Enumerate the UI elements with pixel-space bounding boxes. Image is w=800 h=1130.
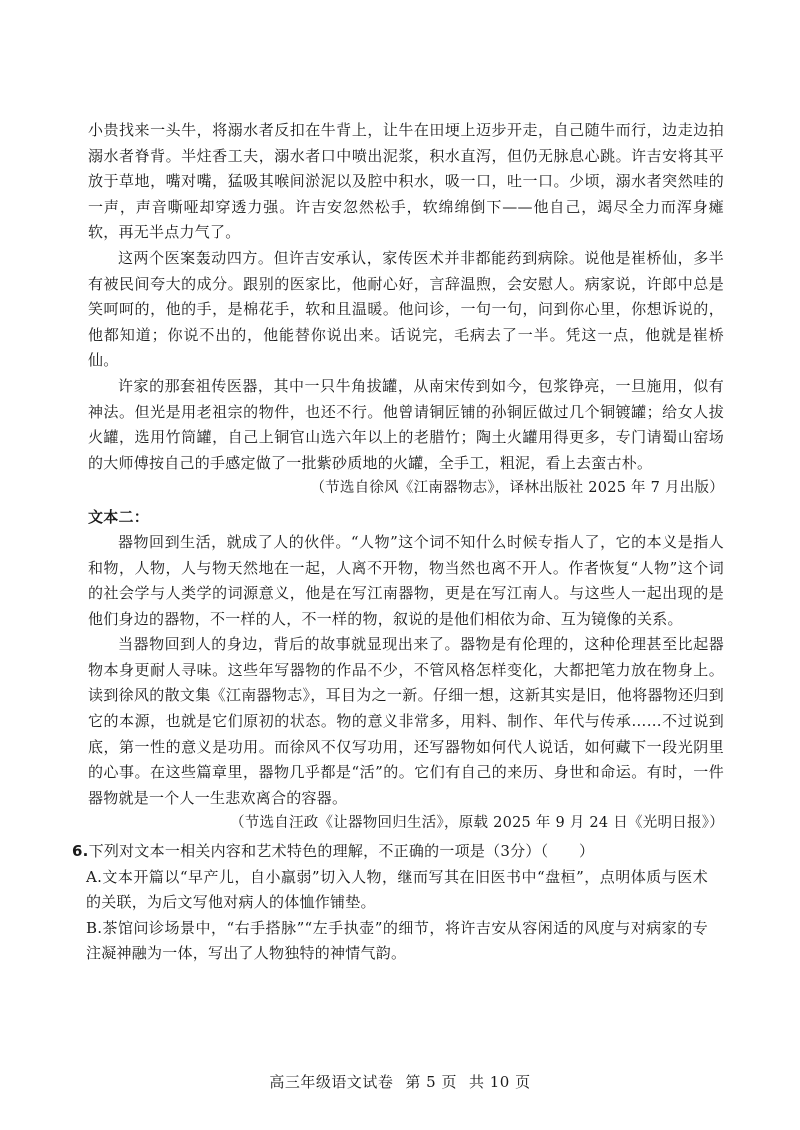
- question-number: 6.: [72, 842, 89, 861]
- option-b: [72, 916, 708, 967]
- text2-paragraph-1: 器物回到生活，就成了人的伙伴。“人物”这个词不知什么时候专指人了，它的本义是指人和物，人物，人与物天然地在一起，人离不开物，物当然也离不开人。作者恢复“人物”这个词的社会学与人类学的词源意义，他是在写江南器物，更是在写江南人。与这些人一起出现的是他们身边的器物，不一样的人，不一样的物，叙说的是他们相依为命、互为镜像的关系。: [88, 532, 724, 628]
- footer-page-number: 第 5 页: [405, 1073, 457, 1091]
- question-6: [72, 839, 708, 967]
- question-stem-text: 下列对文本一相关内容和艺术特色的理解，不正确的一项是（3分）（ ）: [88, 842, 595, 861]
- text2-heading: 文本二：: [88, 507, 150, 526]
- page-footer: [0, 1071, 800, 1092]
- text1-paragraph-2: 这两个医案轰动四方。但许吉安承认，家传医术并非都能药到病除。说他是崔桥仙，多半有被民间夸大的成分。跟别的医家比，他耐心好，言辞温煦，会安慰人。病家说，许郎中总是笑呵呵的，他的手，是棉花手，软和且温暖。他问诊，一句一句，问到你心里，你想诉说的，他都知道；你说不出的，他能替你说出来。话说完，毛病去了一半。凭这一点，他就是崔桥仙。: [88, 248, 724, 370]
- text2-paragraph-2: 当器物回到人的身边，背后的故事就显现出来了。器物是有伦理的，这种伦理甚至比起器物本身更耐人寻味。这些年写器物的作品不少，不管风格怎样变化，大都把笔力放在物身上。读到徐风的散文集《江南器物志》，耳目为之一新。仔细一想，这新其实是旧，他将器物还归到它的本源，也就是它们原初的状态。物的意义非常多，用料、制作、年代与传承……不过说到底，第一性的意义是功用。而徐风不仅写功用，还写器物如何代人说话，如何藏下一段光阴里的心事。在这些篇章里，器物几乎都是“活”的。它们有自己的来历、身世和命运。有时，一件器物就是一个人一生悲欢离合的容器。: [88, 635, 724, 807]
- text1-source: （节选自徐风《江南器物志》，译林出版社 2025 年 7 月出版）: [310, 480, 724, 497]
- option-a-text: 文本开篇以“早产儿，自小羸弱”切入人物，继而写其在旧医书中“盘桓”，点明体质与医术的关联，为后文写他对病人的体恤作铺垫。: [86, 867, 708, 912]
- option-a: [72, 865, 708, 916]
- option-b-label: B.: [86, 918, 103, 937]
- text2-source: （节选自汪政《让器物回归生活》，原载 2025 年 9 月 24 日《光明日报》）: [230, 815, 724, 832]
- option-a-label: A.: [86, 867, 103, 886]
- text1-paragraph-1: 小贵找来一头牛，将溺水者反扣在牛背上，让牛在田埂上迈步开走，自己随牛而行，边走边拍溺水者脊背。半炷香工夫，溺水者口中喷出泥浆，积水直泻，但仍无脉息心跳。许吉安将其平放于草地，嘴对嘴，猛吸其喉间淤泥以及腔中积水，吸一口，吐一口。少顷，溺水者突然哇的一声，声音嘶哑却穿透力强。许吉安忽然松手，软绵绵倒下——他自己，竭尽全力而浑身瘫软，再无半点力气了。: [88, 121, 724, 242]
- option-b-text: 茶馆问诊场景中，“右手搭脉”“左手执壶”的细节，将许吉安从容闲适的风度与对病家的专注凝神融为一体，写出了人物独特的神情气韵。: [86, 918, 708, 963]
- footer-exam-title: 高三年级语文试卷: [269, 1073, 394, 1091]
- text1-paragraph-3: 许家的那套祖传医器，其中一只牛角拔罐，从南宋传到如今，包浆铮亮，一旦施用，似有神法。但光是用老祖宗的物件，也还不行。他曾请铜匠铺的孙铜匠做过几个铜镀罐；给女人拔火罐，选用竹筒罐，自己上铜官山选六年以上的老腊竹；陶土火罐用得更多，专门请蜀山窑场的大师傅按自己的手感定做了一批紫砂质地的火罐，全手工，粗泥，看上去蛮古朴。: [88, 376, 724, 472]
- exam-page: [72, 118, 724, 967]
- question-stem: [72, 839, 708, 865]
- footer-total-pages: 共 10 页: [468, 1073, 531, 1091]
